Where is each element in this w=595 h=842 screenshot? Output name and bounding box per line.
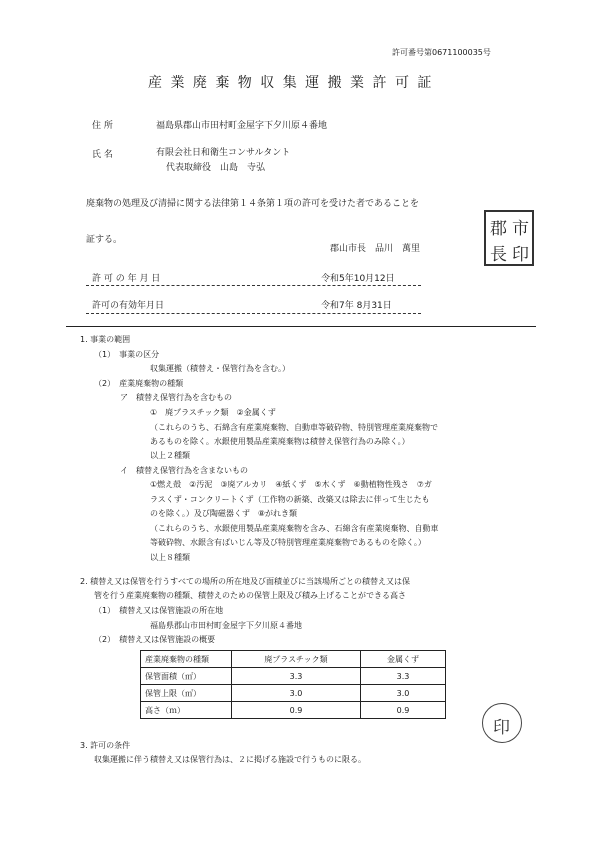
without-storage-total: 以上８種類 — [150, 553, 190, 562]
table-row — [141, 702, 446, 719]
without-storage-note-2: 等破砕物、水銀含有ばいじん等及び特別管理産業廃棄物であるものを除く。） — [150, 538, 426, 547]
facility-location: 福島県郡山市田村町金屋字下夕川原４番地 — [150, 621, 302, 630]
table-row — [141, 668, 446, 685]
certification-text-line-2: 証する。 — [86, 235, 123, 245]
facility-location-heading: （1） 積替え又は保管施設の所在地 — [94, 606, 224, 615]
table-cell: 高さ（ｍ） — [141, 702, 232, 719]
section-1-heading: 1. 事業の範囲 — [80, 335, 131, 344]
without-storage-heading: イ 積替え保管行為を含まないもの — [120, 466, 248, 475]
city-mayor-seal — [484, 210, 534, 266]
with-storage-items: ① 廃プラスチック類 ②金属くず — [150, 408, 276, 417]
expiry-date-label: 許可の有効年月日 — [92, 301, 165, 311]
table-cell: 保管上限（㎥） — [141, 685, 232, 702]
name-label: 氏 名 — [92, 150, 113, 160]
seal-char: 印 — [512, 245, 529, 265]
with-storage-note-2: あるものを除く。水銀使用製品産業廃棄物は積替え保管行為のみ除く。） — [150, 437, 410, 446]
issuer-name: 郡山市長 品川 萬里 — [330, 244, 421, 254]
table-cell: 0.9 — [361, 702, 446, 719]
facility-overview-heading: （2） 積替え又は保管施設の概要 — [94, 635, 216, 644]
stamp-char: 印 — [493, 718, 510, 738]
without-storage-items-2: ラスくず・コンクリートくず（工作物の新築、改築又は除去に伴って生じたも — [150, 495, 430, 504]
permit-condition: 収集運搬に伴う積替え又は保管行為は、２に掲げる施設で行うものに限る。 — [94, 755, 366, 764]
table-header-cell: 廃プラスチック類 — [232, 651, 361, 668]
table-header-row — [141, 651, 446, 668]
holder-address: 福島県郡山市田村町金屋字下夕川原４番地 — [156, 121, 328, 131]
permit-date-label: 許 可 の 年 月 日 — [92, 274, 161, 284]
storage-table — [140, 650, 446, 719]
table-header-cell: 産業廃棄物の種類 — [141, 651, 232, 668]
section-2-heading-line-1: 2. 積替え又は保管を行うすべての場所の所在地及び面積並びに当該場所ごとの積替え又は保 — [80, 577, 411, 586]
waste-types-heading: （2） 産業廃棄物の種類 — [94, 379, 184, 388]
business-category-heading: （1） 事業の区分 — [94, 350, 160, 359]
address-label: 住 所 — [92, 121, 113, 131]
without-storage-note-1: （これらのうち、水銀使用製品産業廃棄物を含み、石綿含有産業廃棄物、自動車 — [150, 524, 439, 533]
expiry-date: 令和7年 8月31日 — [321, 301, 392, 311]
section-2-heading-line-2: 管を行う産業廃棄物の種類、積替えのための保管上限及び積み上げることができる高さ — [94, 591, 406, 600]
certification-text-line-1: 廃棄物の処理及び清掃に関する法律第１４条第１項の許可を受けた者であることを — [86, 199, 420, 209]
table-cell: 保管面積（㎡） — [141, 668, 232, 685]
table-cell: 0.9 — [232, 702, 361, 719]
table-cell: 3.3 — [232, 668, 361, 685]
without-storage-items-3: のを除く。）及び陶磁器くず ⑧がれき類 — [150, 509, 298, 518]
permit-date: 令和5年10月12日 — [321, 274, 395, 284]
divider — [86, 285, 421, 286]
table-header-cell: 金属くず — [361, 651, 446, 668]
with-storage-heading: ア 積替え保管行為を含むもの — [120, 393, 232, 402]
with-storage-note-1: （これらのうち、石綿含有産業廃棄物、自動車等破砕物、特別管理産業廃棄物で — [150, 423, 438, 432]
section-3-heading: 3. 許可の条件 — [80, 741, 131, 750]
table-cell: 3.0 — [361, 685, 446, 702]
seal-char: 市 — [512, 219, 529, 239]
table-cell: 3.3 — [361, 668, 446, 685]
table-cell: 3.0 — [232, 685, 361, 702]
section-divider — [66, 326, 536, 327]
holder-company: 有限会社日和衛生コンサルタント — [156, 148, 291, 158]
seal-char: 郡 — [490, 219, 507, 239]
business-category: 収集運搬（積替え・保管行為を含む。） — [150, 364, 290, 373]
holder-representative: 代表取締役 山島 寺弘 — [166, 163, 266, 173]
table-row — [141, 685, 446, 702]
official-stamp — [482, 703, 522, 743]
without-storage-items-1: ①燃え殻 ②汚泥 ③廃アルカリ ④紙くず ⑤木くず ⑥動植物性残さ ⑦ガ — [150, 480, 432, 489]
document-title: 産 業 廃 棄 物 収 集 運 搬 業 許 可 証 — [148, 75, 434, 91]
divider — [86, 313, 421, 314]
seal-char: 長 — [490, 245, 507, 265]
with-storage-total: 以上２種類 — [150, 451, 190, 460]
permit-number: 許可番号第0671100035号 — [392, 48, 491, 57]
